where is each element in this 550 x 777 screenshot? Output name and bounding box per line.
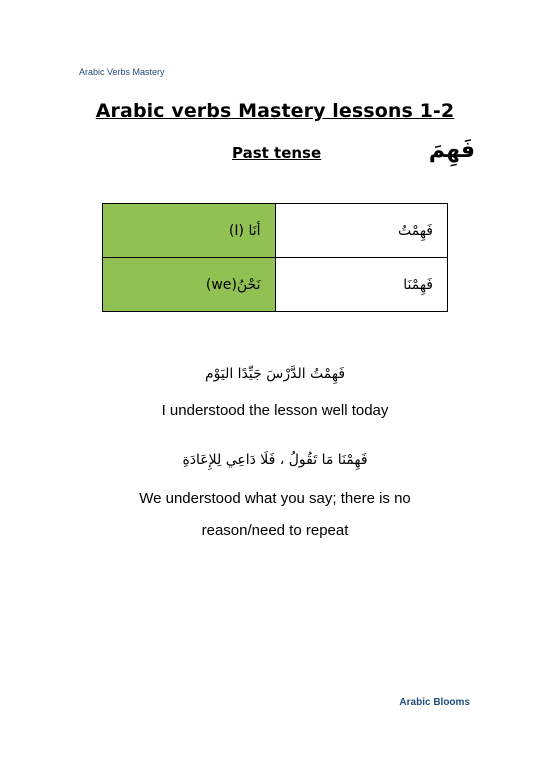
example-arabic-sentence: فَهِمْنَا مَا تَقُولُ ، فَلَا دَاعِي لِلإِعَادَةِ xyxy=(182,452,368,468)
footer-note: Arabic Blooms xyxy=(399,697,470,708)
pronoun-cell: أنَا (I) xyxy=(103,204,276,258)
verb-heading: فَهِمَ xyxy=(428,138,475,163)
page-title: Arabic verbs Mastery lessons 1-2 xyxy=(95,100,455,122)
example-arabic-sentence: فَهِمْتُ الدَّرْسَ جَيِّدًا اليَوْم xyxy=(204,366,346,382)
page-subtitle: Past tense xyxy=(232,144,322,162)
header-note: Arabic Verbs Mastery xyxy=(79,67,165,77)
conjugation-table xyxy=(102,203,448,312)
example-english-translation: We understood what you say; there is no reason/need to repeat xyxy=(139,490,411,539)
verb-form-cell: فَهِمْنَا xyxy=(275,258,448,312)
verb-form-cell: فَهِمْتُ xyxy=(275,204,448,258)
table-row xyxy=(103,204,448,258)
pronoun-cell: نَحْنُ(we) xyxy=(103,258,276,312)
table-row xyxy=(103,258,448,312)
example-english-translation: I understood the lesson well today xyxy=(161,402,389,419)
